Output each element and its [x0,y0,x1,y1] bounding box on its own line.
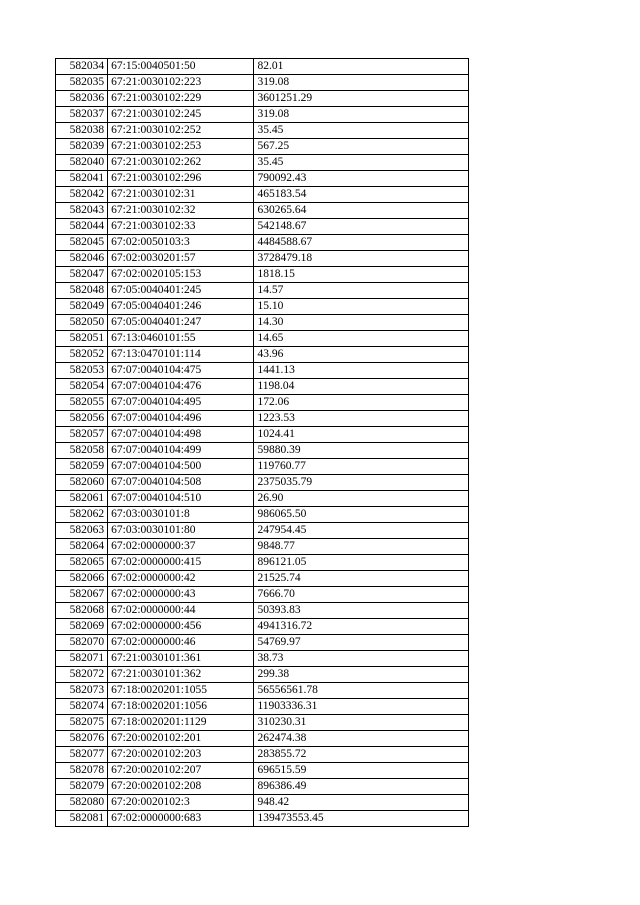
amount-cell: 542148.67 [254,219,469,235]
cadastral-number-cell: 67:21:0030102:33 [108,219,254,235]
amount-cell: 696515.59 [254,763,469,779]
amount-cell: 35.45 [254,123,469,139]
cadastral-number-cell: 67:02:0020105:153 [108,267,254,283]
cadastral-number-cell: 67:13:0460101:55 [108,331,254,347]
cadastral-number-cell: 67:21:0030102:32 [108,203,254,219]
table-row [56,779,469,795]
table-row [56,667,469,683]
record-id-cell: 582045 [56,235,108,251]
amount-cell: 21525.74 [254,571,469,587]
cadastral-number-cell: 67:02:0000000:456 [108,619,254,635]
table-row [56,635,469,651]
amount-cell: 14.65 [254,331,469,347]
record-id-cell: 582049 [56,299,108,315]
table-row [56,171,469,187]
cadastral-number-cell: 67:20:0020102:201 [108,731,254,747]
amount-cell: 38.73 [254,651,469,667]
cadastral-number-cell: 67:07:0040104:495 [108,395,254,411]
record-id-cell: 582078 [56,763,108,779]
amount-cell: 3601251.29 [254,91,469,107]
amount-cell: 26.90 [254,491,469,507]
record-id-cell: 582063 [56,523,108,539]
table-row [56,283,469,299]
cadastral-number-cell: 67:21:0030101:362 [108,667,254,683]
record-id-cell: 582068 [56,603,108,619]
record-id-cell: 582036 [56,91,108,107]
amount-cell: 319.08 [254,107,469,123]
amount-cell: 1198.04 [254,379,469,395]
table-row [56,443,469,459]
cadastral-number-cell: 67:05:0040401:246 [108,299,254,315]
record-id-cell: 582071 [56,651,108,667]
amount-cell: 299.38 [254,667,469,683]
table-row [56,523,469,539]
cadastral-number-cell: 67:21:0030102:229 [108,91,254,107]
amount-cell: 948.42 [254,795,469,811]
table-row [56,539,469,555]
cadastral-number-cell: 67:20:0020102:3 [108,795,254,811]
cadastral-number-cell: 67:20:0020102:208 [108,779,254,795]
amount-cell: 82.01 [254,59,469,75]
record-id-cell: 582064 [56,539,108,555]
cadastral-number-cell: 67:02:0030201:57 [108,251,254,267]
amount-cell: 7666.70 [254,587,469,603]
record-id-cell: 582052 [56,347,108,363]
record-id-cell: 582061 [56,491,108,507]
table-row [56,363,469,379]
table-row [56,619,469,635]
table-row [56,683,469,699]
cadastral-number-cell: 67:05:0040401:247 [108,315,254,331]
amount-cell: 283855.72 [254,747,469,763]
amount-cell: 465183.54 [254,187,469,203]
table-row [56,75,469,91]
cadastral-number-cell: 67:15:0040501:50 [108,59,254,75]
record-id-cell: 582075 [56,715,108,731]
amount-cell: 35.45 [254,155,469,171]
amount-cell: 139473553.45 [254,811,469,827]
table-row [56,219,469,235]
cadastral-number-cell: 67:07:0040104:476 [108,379,254,395]
table-row [56,187,469,203]
table-row [56,235,469,251]
table-row [56,651,469,667]
record-id-cell: 582058 [56,443,108,459]
amount-cell: 15.10 [254,299,469,315]
table-body [56,59,469,827]
table-row [56,603,469,619]
cadastral-number-cell: 67:03:0030101:80 [108,523,254,539]
table-row [56,699,469,715]
record-id-cell: 582062 [56,507,108,523]
cadastral-number-cell: 67:07:0040104:499 [108,443,254,459]
table-row [56,203,469,219]
table-row [56,267,469,283]
table-row [56,795,469,811]
amount-cell: 630265.64 [254,203,469,219]
amount-cell: 54769.97 [254,635,469,651]
record-id-cell: 582042 [56,187,108,203]
table-row [56,107,469,123]
table-row [56,491,469,507]
table-row [56,411,469,427]
amount-cell: 43.96 [254,347,469,363]
amount-cell: 11903336.31 [254,699,469,715]
table-row [56,315,469,331]
record-id-cell: 582076 [56,731,108,747]
record-id-cell: 582069 [56,619,108,635]
record-id-cell: 582054 [56,379,108,395]
cadastral-number-cell: 67:20:0020102:203 [108,747,254,763]
record-id-cell: 582060 [56,475,108,491]
amount-cell: 262474.38 [254,731,469,747]
amount-cell: 310230.31 [254,715,469,731]
cadastral-number-cell: 67:21:0030102:262 [108,155,254,171]
record-id-cell: 582037 [56,107,108,123]
record-id-cell: 582059 [56,459,108,475]
data-table [55,58,469,827]
cadastral-number-cell: 67:02:0050103:3 [108,235,254,251]
table-row [56,155,469,171]
cadastral-number-cell: 67:07:0040104:508 [108,475,254,491]
record-id-cell: 582066 [56,571,108,587]
cadastral-number-cell: 67:02:0000000:46 [108,635,254,651]
amount-cell: 4941316.72 [254,619,469,635]
cadastral-number-cell: 67:21:0030102:245 [108,107,254,123]
record-id-cell: 582046 [56,251,108,267]
record-id-cell: 582034 [56,59,108,75]
table-row [56,347,469,363]
cadastral-number-cell: 67:21:0030102:296 [108,171,254,187]
record-id-cell: 582070 [56,635,108,651]
table-row [56,747,469,763]
table-row [56,475,469,491]
amount-cell: 50393.83 [254,603,469,619]
cadastral-number-cell: 67:21:0030102:31 [108,187,254,203]
cadastral-number-cell: 67:13:0470101:114 [108,347,254,363]
record-id-cell: 582067 [56,587,108,603]
record-id-cell: 582050 [56,315,108,331]
record-id-cell: 582039 [56,139,108,155]
cadastral-number-cell: 67:02:0000000:43 [108,587,254,603]
cadastral-number-cell: 67:03:0030101:8 [108,507,254,523]
record-id-cell: 582044 [56,219,108,235]
table-row [56,379,469,395]
cadastral-number-cell: 67:21:0030102:223 [108,75,254,91]
record-id-cell: 582055 [56,395,108,411]
amount-cell: 172.06 [254,395,469,411]
amount-cell: 1818.15 [254,267,469,283]
table-row [56,507,469,523]
table-row [56,571,469,587]
amount-cell: 14.57 [254,283,469,299]
amount-cell: 790092.43 [254,171,469,187]
record-id-cell: 582073 [56,683,108,699]
amount-cell: 119760.77 [254,459,469,475]
table-row [56,395,469,411]
cadastral-number-cell: 67:02:0000000:44 [108,603,254,619]
table-row [56,299,469,315]
record-id-cell: 582038 [56,123,108,139]
table-row [56,811,469,827]
cadastral-number-cell: 67:20:0020102:207 [108,763,254,779]
record-id-cell: 582079 [56,779,108,795]
amount-cell: 2375035.79 [254,475,469,491]
amount-cell: 319.08 [254,75,469,91]
cadastral-number-cell: 67:05:0040401:245 [108,283,254,299]
cadastral-number-cell: 67:21:0030101:361 [108,651,254,667]
amount-cell: 896121.05 [254,555,469,571]
cadastral-number-cell: 67:07:0040104:475 [108,363,254,379]
table-row [56,763,469,779]
table-row [56,587,469,603]
amount-cell: 9848.77 [254,539,469,555]
cadastral-number-cell: 67:07:0040104:498 [108,427,254,443]
amount-cell: 59880.39 [254,443,469,459]
table-row [56,731,469,747]
table-row [56,331,469,347]
table-row [56,459,469,475]
cadastral-number-cell: 67:21:0030102:253 [108,139,254,155]
cadastral-number-cell: 67:07:0040104:496 [108,411,254,427]
cadastral-number-cell: 67:02:0000000:37 [108,539,254,555]
cadastral-number-cell: 67:02:0000000:415 [108,555,254,571]
record-id-cell: 582057 [56,427,108,443]
record-id-cell: 582043 [56,203,108,219]
record-id-cell: 582065 [56,555,108,571]
record-id-cell: 582077 [56,747,108,763]
table-row [56,91,469,107]
table-row [56,139,469,155]
cadastral-number-cell: 67:02:0000000:683 [108,811,254,827]
amount-cell: 1024.41 [254,427,469,443]
record-id-cell: 582053 [56,363,108,379]
record-id-cell: 582056 [56,411,108,427]
record-id-cell: 582047 [56,267,108,283]
table-row [56,123,469,139]
cadastral-number-cell: 67:21:0030102:252 [108,123,254,139]
amount-cell: 986065.50 [254,507,469,523]
table-row [56,251,469,267]
record-id-cell: 582074 [56,699,108,715]
amount-cell: 56556561.78 [254,683,469,699]
record-id-cell: 582080 [56,795,108,811]
table-row [56,59,469,75]
cadastral-number-cell: 67:07:0040104:500 [108,459,254,475]
amount-cell: 14.30 [254,315,469,331]
record-id-cell: 582041 [56,171,108,187]
record-id-cell: 582072 [56,667,108,683]
cadastral-number-cell: 67:18:0020201:1055 [108,683,254,699]
amount-cell: 896386.49 [254,779,469,795]
record-id-cell: 582051 [56,331,108,347]
cadastral-number-cell: 67:18:0020201:1129 [108,715,254,731]
amount-cell: 3728479.18 [254,251,469,267]
amount-cell: 4484588.67 [254,235,469,251]
cadastral-number-cell: 67:02:0000000:42 [108,571,254,587]
amount-cell: 247954.45 [254,523,469,539]
amount-cell: 567.25 [254,139,469,155]
cadastral-number-cell: 67:07:0040104:510 [108,491,254,507]
record-id-cell: 582048 [56,283,108,299]
record-id-cell: 582040 [56,155,108,171]
table-row [56,715,469,731]
record-id-cell: 582081 [56,811,108,827]
amount-cell: 1441.13 [254,363,469,379]
record-id-cell: 582035 [56,75,108,91]
amount-cell: 1223.53 [254,411,469,427]
table-row [56,427,469,443]
cadastral-number-cell: 67:18:0020201:1056 [108,699,254,715]
table-row [56,555,469,571]
